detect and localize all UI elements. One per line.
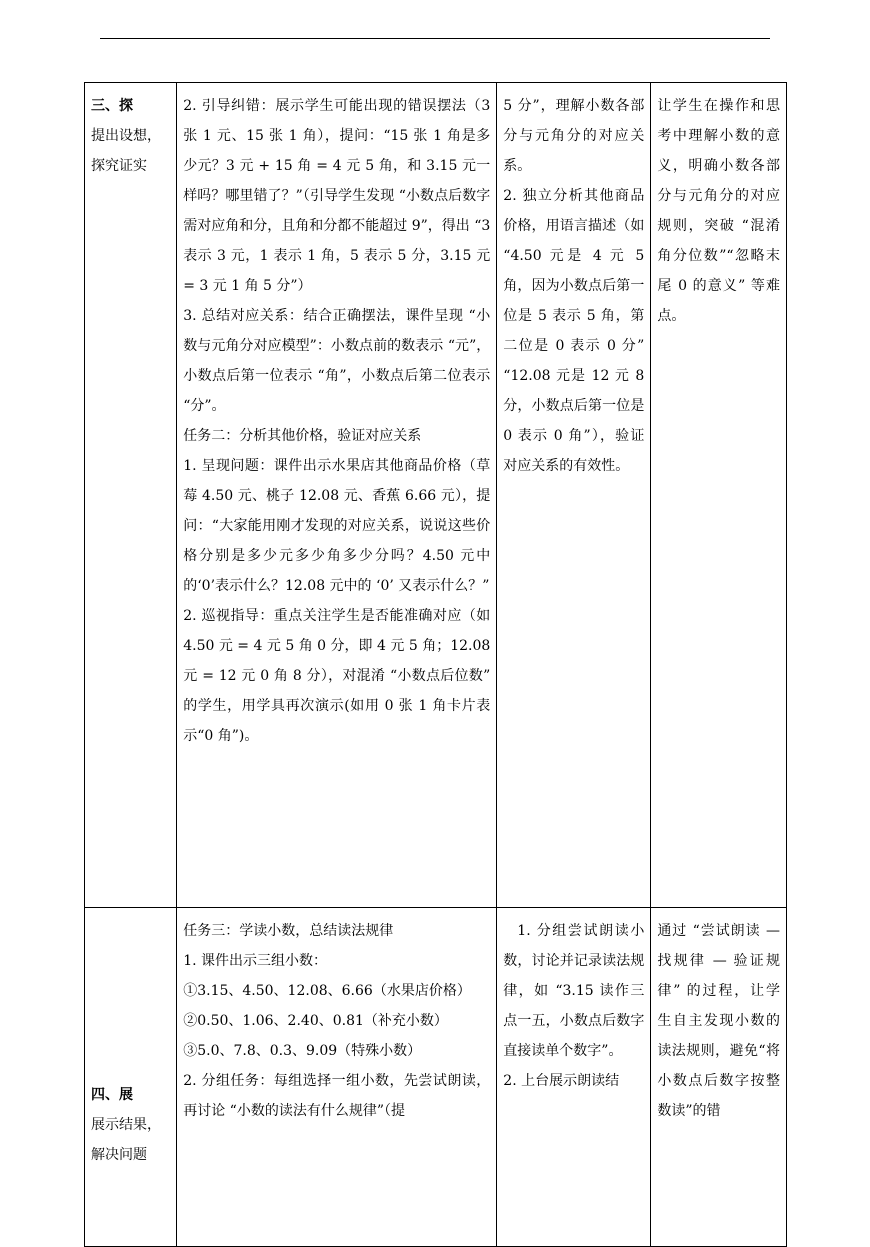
teacher-paragraph: 1. 课件出示三组小数：	[183, 953, 328, 969]
teacher-paragraph: 2. 分组任务：每组选择一组小数，先尝试朗读，再讨论 “小数的读法有什么规律”（提	[183, 1073, 491, 1119]
teacher-paragraph: ②0.50、1.06、2.40、0.81（补充小数）	[183, 1013, 448, 1029]
table-row	[85, 83, 787, 908]
teacher-paragraph: 1. 呈现问题：课件出示水果店其他商品价格（草莓 4.50 元、桃子 12.08 元、香蕉 6.66 元），提问：“大家能用刚才发现的对应关系，说说这些价格分别是多少元多少角多少分吗？4.50 元中的‘0’表示什么？12.08 元中的 ‘0’ 又表示什么？”	[183, 458, 491, 594]
student-paragraph: 1. 分组尝试朗读小数，讨论并记录读法规律，如 “3.15 读作三点一五，小数点后数字直接读单个数字”。	[503, 923, 645, 1059]
teacher-paragraph: ①3.15、4.50、12.08、6.66（水果店价格）	[183, 983, 471, 999]
stage-cell	[85, 908, 177, 1247]
stage-subtitle: 展示结果，解决问题	[91, 1117, 161, 1163]
teacher-paragraph: 任务二：分析其他价格，验证对应关系	[183, 428, 422, 444]
student-paragraph: 2. 独立分析其他商品价格，用语言描述（如 “4.50 元是 4 元 5 角，因为小数点后第一位是 5 表示 5 角，第二位是 0 表示 0 分” “12.08 元是 12 元 8 分，小数点后第一位是 0 表示 0 角”），验证对应关系的有效性。	[503, 188, 645, 474]
intent-paragraph: 让学生在操作和思考中理解小数的意义，明确小数各部分与元角分的对应规则，突破 “混淆角分位数”“忽略末尾 0 的意义” 等难点。	[657, 98, 780, 324]
teacher-paragraph: 2. 巡视指导：重点关注学生是否能准确对应（如 4.50 元 = 4 元 5 角 0 分，即 4 元 5 角；12.08 元 = 12 元 0 角 8 分），对混淆 “小数点后位数” 的学生，用学具再次演示(如用 0 张 1 角卡片表示“0 角”)。	[183, 608, 491, 744]
teacher-activity-cell	[177, 83, 497, 908]
student-activity-cell	[497, 83, 651, 908]
stage-cell	[85, 83, 177, 908]
student-paragraph: 2. 上台展示朗读结	[503, 1073, 620, 1089]
teacher-activity-cell	[177, 908, 497, 1247]
teacher-paragraph: ③5.0、7.8、0.3、9.09（特殊小数）	[183, 1043, 422, 1059]
table-row	[85, 908, 787, 1247]
design-intent-cell	[651, 908, 787, 1247]
lesson-plan-table	[84, 82, 787, 1247]
stage-subtitle: 提出设想，探究证实	[91, 128, 161, 174]
student-paragraph: 5 分”，理解小数各部分与元角分的对应关系。	[503, 98, 645, 174]
teacher-paragraph: 2. 引导纠错：展示学生可能出现的错误摆法（3 张 1 元、15 张 1 角），提问：“15 张 1 角是多少元？3 元 + 15 角 = 4 元 5 角，和 3.15 元一样吗？哪里错了？”（引导学生发现 “小数点后数字需对应角和分，且角和分都不能超过 9”，得出 “3 表示 3 元，1 表示 1 角，5 表示 5 分，3.15 元 = 3 元 1 角 5 分”）	[183, 98, 491, 294]
student-activity-cell	[497, 908, 651, 1247]
stage-title: 四、展	[91, 1087, 133, 1103]
teacher-paragraph: 3. 总结对应关系：结合正确摆法，课件呈现 “小数与元角分对应模型”：小数点前的数表示 “元”，小数点后第一位表示 “角”，小数点后第二位表示 “分”。	[183, 308, 491, 414]
stage-title: 三、探	[91, 98, 133, 114]
header-rule	[100, 38, 770, 39]
teacher-paragraph: 任务三：学读小数，总结读法规律	[183, 923, 394, 939]
intent-paragraph: 通过 “尝试朗读 — 找规律 — 验证规律” 的过程，让学生自主发现小数的读法规则，避免“将小数点后数字按整数读”的错	[657, 923, 780, 1119]
design-intent-cell	[651, 83, 787, 908]
